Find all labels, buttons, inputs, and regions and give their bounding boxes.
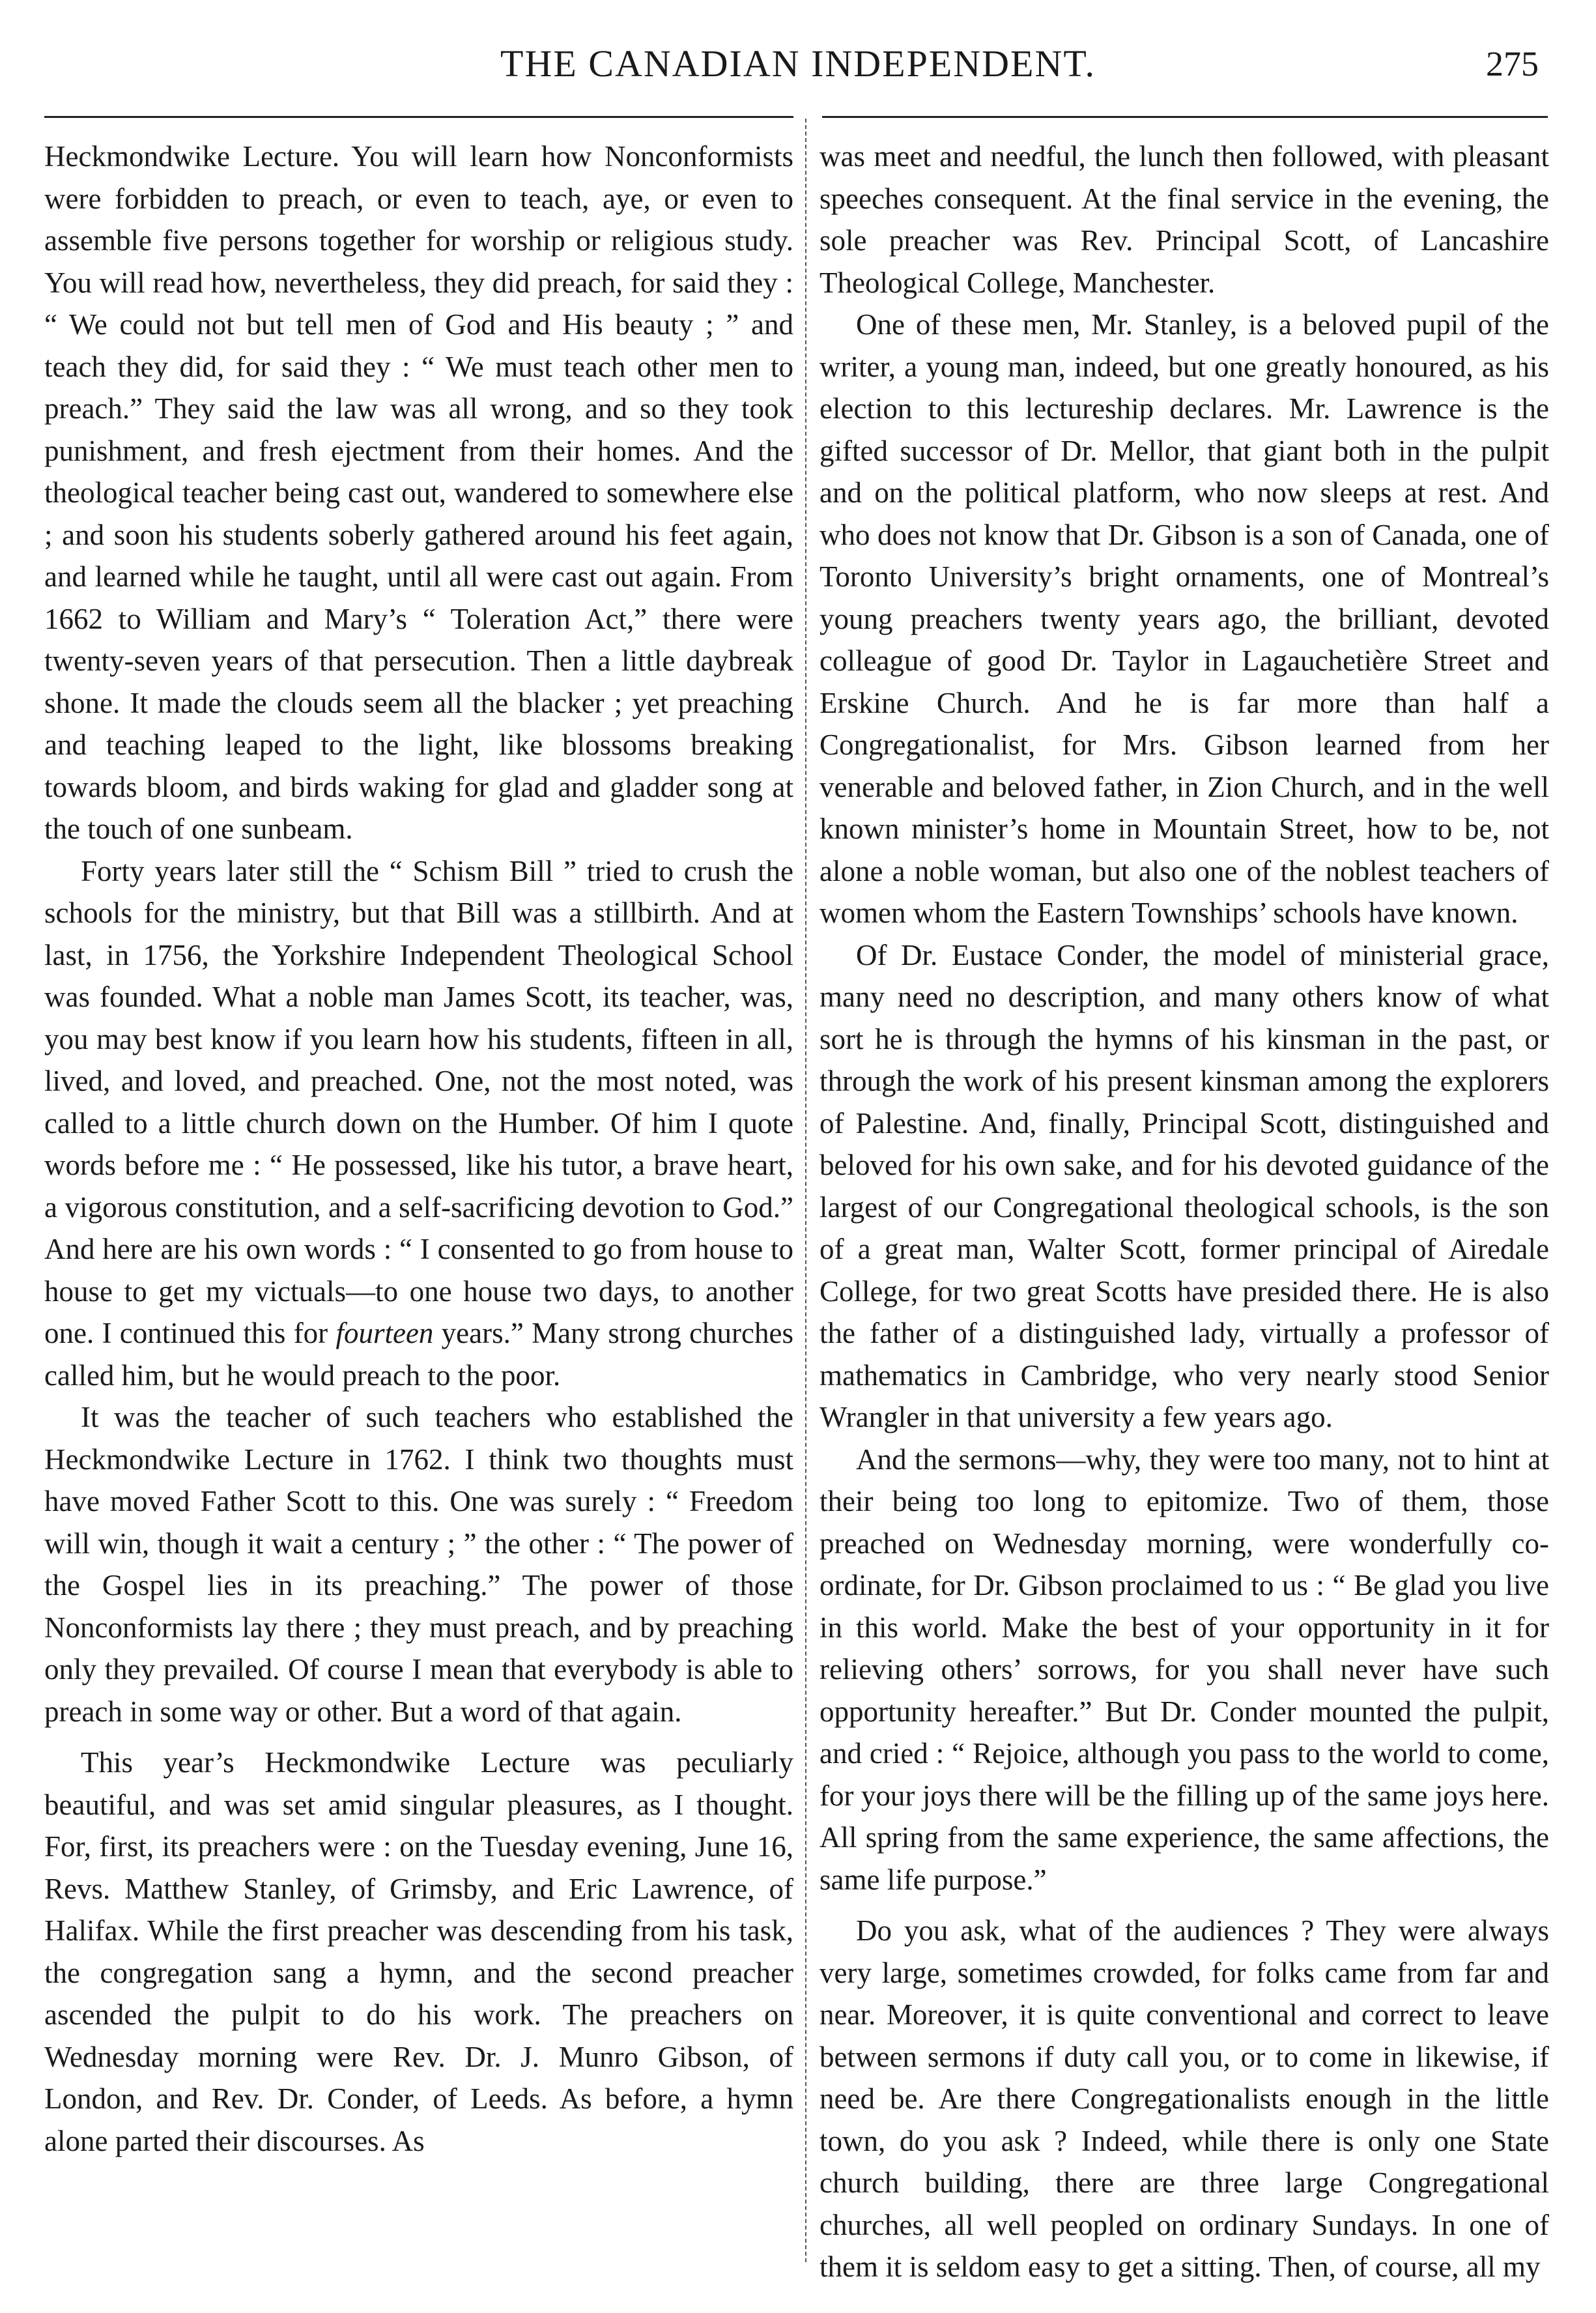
paragraph: was meet and needful, the lunch then followed, with pleasant speeches consequent. At the final service in the evening, the sole preacher was Rev. Principal Scott, of Lancashire Theological College, Manchester. — [819, 140, 1549, 299]
page-number: 275 — [1486, 44, 1539, 83]
right-column — [819, 136, 1549, 2288]
paragraph — [44, 850, 793, 1397]
paragraph: Heckmondwike Lecture. You will learn how Nonconformists were forbidden to preach, or even to teach, aye, or even to assemble five persons together for worship or religious study. You will read how, nevertheless, they did preach, for said they : “ We could not but tell men of God and His beauty ; ” and teach they did, for said they : “ We must teach other men to preach.” They said the law was all wrong, and so they took punishment, and fresh ejectment from their homes. And the theological teacher being cast out, wandered to somewhere else ; and soon his students soberly gathered around his feet again, and learned while he taught, until all were cast out again. From 1662 to William and Mary’s “ Toleration Act,” there were twenty-seven years of that persecution. Then a little daybreak shone. It made the clouds seem all the blacker ; yet preaching and teaching leaped to the light, like blossoms breaking towards bloom, and birds waking for glad and gladder song at the touch of one sunbeam. — [44, 140, 793, 845]
italic-word: fourteen — [335, 1317, 434, 1349]
paragraph: One of these men, Mr. Stanley, is a beloved pupil of the writer, a young man, indeed, but one greatly honoured, as his election to this lectureship declares. Mr. Lawrence is the gifted successor of Dr. Mellor, that giant both in the pulpit and on the political platform, who now sleeps at rest. And who does not know that Dr. Gibson is a son of Canada, one of Toronto University’s bright ornaments, one of Montreal’s young preachers twenty years ago, the brilliant, devoted colleague of good Dr. Taylor in Lagauchetière Street and Erskine Church. And he is far more than half a Congregationalist, for Mrs. Gibson learned from her venerable and beloved father, in Zion Church, and in the well known minister’s home in Mountain Street, how to be, not alone a noble woman, but also one of the noblest teachers of women whom the Eastern Townships’ schools have known. — [819, 308, 1549, 929]
left-column — [44, 136, 793, 2162]
running-head — [39, 38, 1557, 90]
header-rule-left — [44, 116, 793, 118]
column-divider — [805, 119, 806, 2262]
header-rule-right — [822, 116, 1548, 118]
paragraph: Do you ask, what of the audiences ? They were always very large, sometimes crowded, for folks came from far and near. Moreover, it is quite conventional and correct to leave between sermons if duty call you, or to come in likewise, if need be. Are there Congregationalists enough in the little town, do you ask ? Indeed, while there is only one State church building, there are three large Congregational churches, all well peopled on ordinary Sundays. In one of them it is seldom easy to get a sitting. Then, of course, all my — [819, 1914, 1549, 2283]
journal-title: THE CANADIAN INDEPENDENT. — [500, 42, 1096, 85]
paragraph: This year’s Heckmondwike Lecture was peculiarly beautiful, and was set amid singular pleasures, as I thought. For, first, its preachers were : on the Tuesday evening, June 16, Revs. Matthew Stanley, of Grimsby, and Eric Lawrence, of Halifax. While the first preacher was descending from his task, the congregation sang a hymn, and the second preacher ascended the pulpit to do his work. The preachers on Wednesday morning were Rev. Dr. J. Munro Gibson, of London, and Rev. Dr. Conder, of Leeds. As before, a hymn alone parted their discourses. As — [44, 1746, 793, 2157]
paragraph-text: years.” Many strong churches called him, but he would preach to the poor. — [44, 1317, 793, 1392]
paragraph: And the sermons—why, they were too many, not to hint at their being too long to epitomize. Two of them, those preached on Wednesday morning, were wonderfully co-ordinate, for Dr. Gibson proclaimed to us : “ Be glad you live in this world. Make the best of your opportunity in it for relieving others’ sorrows, for you shall never have such opportunity hereafter.” But Dr. Conder mounted the pulpit, and cried : “ Rejoice, although you pass to the world to come, for your joys there will be the filling up of the same joys here. All spring from the same experience, the same affections, the same life purpose.” — [819, 1443, 1549, 1896]
paragraph: It was the teacher of such teachers who established the Heckmondwike Lecture in 1762. I think two thoughts must have moved Father Scott to this. One was surely : “ Freedom will win, though it wait a century ; ” the other : “ The power of the Gospel lies in its preaching.” The power of those Nonconformists lay there ; they must preach, and by preaching only they prevailed. Of course I mean that everybody is able to preach in some way or other. But a word of that again. — [44, 1401, 793, 1728]
paragraph-text: Forty years later still the “ Schism Bill ” tried to crush the schools for the ministry, but that Bill was a stillbirth. And at last, in 1756, the Yorkshire Independent Theological School was founded. What a noble man James Scott, its teacher, was, you may best know if you learn how his students, fifteen in all, lived, and loved, and preached. One, not the most noted, was called to a little church down on the Humber. Of him I quote words before me : “ He possessed, like his tutor, a brave heart, a vigorous constitution, and a self-sacrificing devotion to God.” And here are his own words : “ I consented to go from house to house to get my victuals—to one house two days, to another one. I continued this for — [44, 854, 793, 1349]
paragraph: Of Dr. Eustace Conder, the model of ministerial grace, many need no description, and many others know of what sort he is through the hymns of his kinsman in the past, or through the work of his present kinsman among the explorers of Palestine. And, finally, Principal Scott, distinguished and beloved for his own sake, and for his devoted guidance of the largest of our Congregational theological schools, is the son of a great man, Walter Scott, former principal of Airedale College, for two great Scotts have presided there. He is also the father of a distinguished lady, virtually a professor of mathematics in Cambridge, who very nearly stood Senior Wrangler in that university a few years ago. — [819, 938, 1549, 1433]
